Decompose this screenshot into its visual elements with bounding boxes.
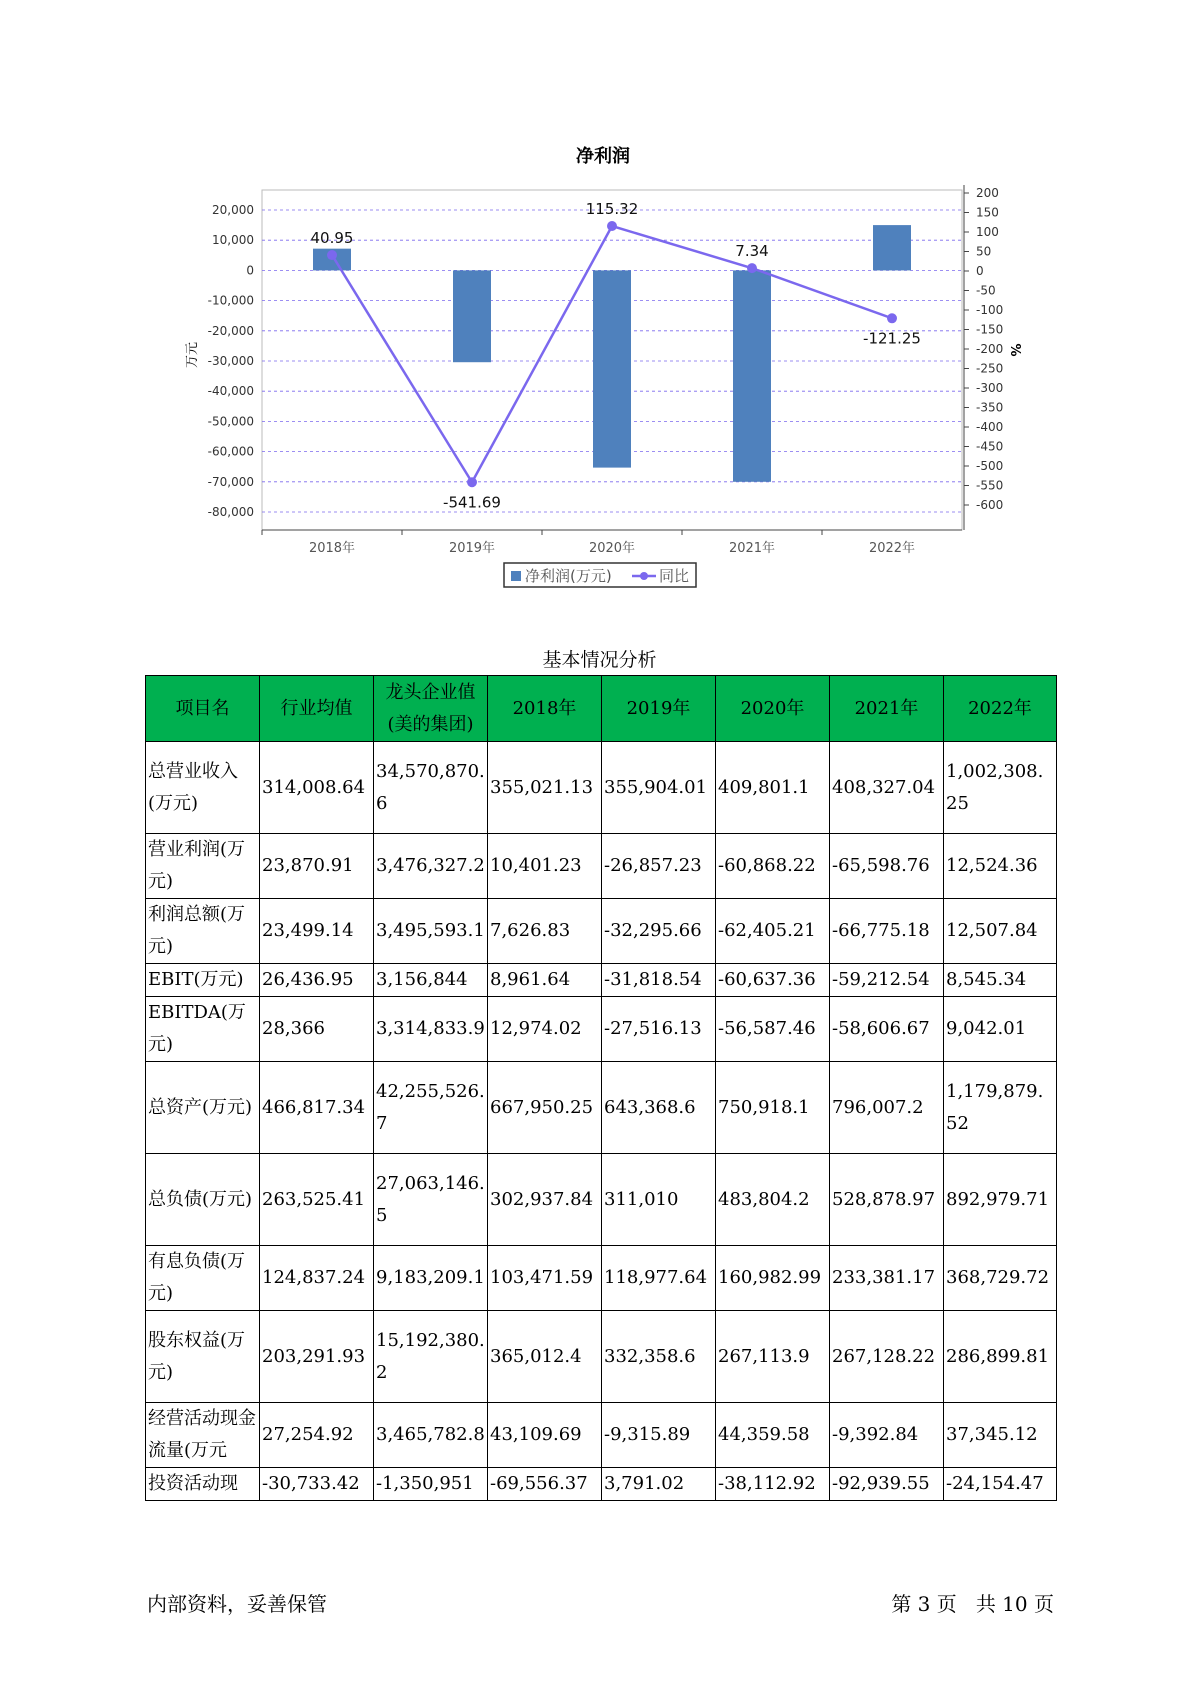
table-row (146, 742, 1057, 834)
bar (453, 270, 491, 362)
left-tick-label: -50,000 (207, 414, 254, 429)
right-tick-label: -50 (976, 283, 996, 298)
value-cell: -60,868.22 (716, 834, 830, 899)
table-row (146, 899, 1057, 964)
value-cell: -9,315.89 (602, 1403, 716, 1468)
value-cell: 409,801.1 (716, 742, 830, 834)
value-cell: -58,606.67 (830, 997, 944, 1062)
x-tick-label: 2021年 (728, 541, 776, 556)
bar (873, 225, 911, 270)
value-cell: 332,358.6 (602, 1311, 716, 1403)
yoy-data-label: -121.25 (863, 329, 921, 348)
value-cell: 408,327.04 (830, 742, 944, 834)
value-cell: 3,791.02 (602, 1468, 716, 1501)
value-cell: 15,192,380.2 (374, 1311, 488, 1403)
value-cell: -26,857.23 (602, 834, 716, 899)
table-row (146, 1403, 1057, 1468)
right-tick-label: 200 (976, 186, 999, 200)
right-tick-label: -500 (976, 459, 1004, 473)
value-cell: 643,368.6 (602, 1062, 716, 1154)
value-cell: 750,918.1 (716, 1062, 830, 1154)
value-cell: 34,570,870.6 (374, 742, 488, 834)
left-axis-label: 万元 (185, 341, 200, 369)
value-cell: 28,366 (260, 997, 374, 1062)
row-label-cell: 总负债(万元) (146, 1154, 260, 1246)
value-cell: 3,465,782.8 (374, 1403, 488, 1468)
chart-legend (504, 563, 696, 587)
value-cell: 528,878.97 (830, 1154, 944, 1246)
value-cell: 12,974.02 (488, 997, 602, 1062)
value-cell: -62,405.21 (716, 899, 830, 964)
yoy-point (467, 477, 477, 487)
value-cell: 892,979.71 (944, 1154, 1057, 1246)
value-cell: 27,063,146.5 (374, 1154, 488, 1246)
value-cell: 466,817.34 (260, 1062, 374, 1154)
table-row (146, 1468, 1057, 1501)
right-tick-label: 50 (976, 244, 992, 259)
header-cell: 2022年 (944, 676, 1057, 742)
left-tick-label: -80,000 (207, 505, 254, 519)
value-cell: 23,870.91 (260, 834, 374, 899)
right-tick-label: -200 (976, 342, 1004, 356)
value-cell: -65,598.76 (830, 834, 944, 899)
value-cell: 10,401.23 (488, 834, 602, 899)
value-cell: 314,008.64 (260, 742, 374, 834)
value-cell: 7,626.83 (488, 899, 602, 964)
header-cell: 行业均值 (260, 676, 374, 742)
legend-line-label: 同比 (659, 567, 690, 585)
value-cell: 1,179,879.52 (944, 1062, 1057, 1154)
footer-page-number: 第 3 页 共 10 页 (891, 1592, 1054, 1616)
analysis-table (145, 675, 1057, 1501)
header-cell: 2018年 (488, 676, 602, 742)
value-cell: -9,392.84 (830, 1403, 944, 1468)
row-label-cell: 总营业收入(万元) (146, 742, 260, 834)
bar (733, 270, 771, 481)
table-body (146, 742, 1057, 1501)
row-label-cell: 投资活动现 (146, 1468, 260, 1501)
table-row (146, 1311, 1057, 1403)
value-cell: 286,899.81 (944, 1311, 1057, 1403)
row-label-cell: 股东权益(万元) (146, 1311, 260, 1403)
left-tick-label: 10,000 (212, 233, 254, 248)
value-cell: -69,556.37 (488, 1468, 602, 1501)
value-cell: -38,112.92 (716, 1468, 830, 1501)
left-tick-label: -60,000 (207, 444, 254, 459)
value-cell: 12,524.36 (944, 834, 1057, 899)
row-label-cell: 经营活动现金流量(万元 (146, 1403, 260, 1468)
value-cell: 355,021.13 (488, 742, 602, 834)
row-label-cell: 营业利润(万元) (146, 834, 260, 899)
value-cell: 103,471.59 (488, 1246, 602, 1311)
value-cell: -66,775.18 (830, 899, 944, 964)
header-cell: 龙头企业值(美的集团) (374, 676, 488, 742)
value-cell: 44,359.58 (716, 1403, 830, 1468)
table-row (146, 1062, 1057, 1154)
right-tick-label: -550 (976, 478, 1004, 493)
x-tick-label: 2022年 (868, 541, 916, 556)
value-cell: 9,183,209.1 (374, 1246, 488, 1311)
net-profit-chart (0, 0, 1191, 620)
header-cell: 2021年 (830, 676, 944, 742)
chart-title: 净利润 (576, 146, 630, 167)
value-cell: 3,314,833.9 (374, 997, 488, 1062)
left-tick-label: 0 (246, 263, 254, 278)
value-cell: 1,002,308.25 (944, 742, 1057, 834)
yoy-point (607, 221, 617, 231)
right-tick-label: 150 (976, 205, 999, 220)
value-cell: -92,939.55 (830, 1468, 944, 1501)
value-cell: 365,012.4 (488, 1311, 602, 1403)
yoy-point (327, 250, 337, 260)
value-cell: 9,042.01 (944, 997, 1057, 1062)
value-cell: 160,982.99 (716, 1246, 830, 1311)
right-tick-label: -350 (976, 400, 1004, 415)
table-title: 基本情况分析 (542, 649, 657, 671)
value-cell: 667,950.25 (488, 1062, 602, 1154)
table-row (146, 964, 1057, 997)
value-cell: 26,436.95 (260, 964, 374, 997)
row-label-cell: 利润总额(万元) (146, 899, 260, 964)
header-item-name: 项目名 (146, 676, 260, 742)
value-cell: -30,733.42 (260, 1468, 374, 1501)
table-row (146, 834, 1057, 899)
left-tick-label: -70,000 (207, 474, 254, 489)
right-tick-label: 100 (976, 225, 999, 239)
right-axis-label: % (1007, 343, 1022, 357)
right-tick-label: -450 (976, 439, 1004, 454)
value-cell: 267,113.9 (716, 1311, 830, 1403)
yoy-point (887, 313, 897, 323)
legend-line-marker (640, 572, 648, 580)
left-tick-label: 20,000 (212, 203, 254, 217)
value-cell: 12,507.84 (944, 899, 1057, 964)
value-cell: 3,156,844 (374, 964, 488, 997)
value-cell: 8,961.64 (488, 964, 602, 997)
yoy-data-label: 115.32 (585, 200, 639, 219)
value-cell: 3,476,327.2 (374, 834, 488, 899)
value-cell: 203,291.93 (260, 1311, 374, 1403)
value-cell: 796,007.2 (830, 1062, 944, 1154)
row-label-cell: 有息负债(万元) (146, 1246, 260, 1311)
value-cell: 27,254.92 (260, 1403, 374, 1468)
right-tick-label: -600 (976, 498, 1004, 512)
bar (593, 270, 631, 467)
value-cell: 118,977.64 (602, 1246, 716, 1311)
value-cell: 3,495,593.1 (374, 899, 488, 964)
value-cell: 368,729.72 (944, 1246, 1057, 1311)
value-cell: 267,128.22 (830, 1311, 944, 1403)
value-cell: -32,295.66 (602, 899, 716, 964)
yoy-data-label: 7.34 (735, 242, 769, 261)
value-cell: 8,545.34 (944, 964, 1057, 997)
table-row (146, 997, 1057, 1062)
left-tick-label: -10,000 (207, 293, 254, 308)
left-tick-label: -30,000 (207, 354, 254, 368)
x-tick-label: 2018年 (308, 541, 356, 556)
header-cell: 2020年 (716, 676, 830, 742)
value-cell: 263,525.41 (260, 1154, 374, 1246)
legend-bar-swatch (511, 571, 521, 581)
yoy-data-label: -541.69 (443, 493, 501, 512)
value-cell: -56,587.46 (716, 997, 830, 1062)
value-cell: 42,255,526.7 (374, 1062, 488, 1154)
right-tick-label: -400 (976, 420, 1004, 434)
value-cell: 302,937.84 (488, 1154, 602, 1246)
value-cell: -24,154.47 (944, 1468, 1057, 1501)
legend-bar-label: 净利润(万元) (525, 567, 612, 585)
value-cell: 124,837.24 (260, 1246, 374, 1311)
x-tick-label: 2019年 (448, 541, 496, 556)
right-tick-label: 0 (976, 264, 984, 278)
value-cell: 355,904.01 (602, 742, 716, 834)
value-cell: 37,345.12 (944, 1403, 1057, 1468)
right-tick-label: -300 (976, 381, 1004, 395)
table-header-row (146, 676, 1057, 742)
header-cell: 2019年 (602, 676, 716, 742)
yoy-data-label: 40.95 (310, 229, 354, 248)
right-tick-label: -100 (976, 303, 1004, 317)
left-tick-label: -40,000 (207, 384, 254, 399)
value-cell: -27,516.13 (602, 997, 716, 1062)
value-cell: -60,637.36 (716, 964, 830, 997)
row-label-cell: 总资产(万元) (146, 1062, 260, 1154)
table-row (146, 1246, 1057, 1311)
right-tick-label: -250 (976, 361, 1004, 376)
row-label-cell: EBITDA(万元) (146, 997, 260, 1062)
value-cell: 43,109.69 (488, 1403, 602, 1468)
yoy-point (747, 263, 757, 273)
value-cell: 23,499.14 (260, 899, 374, 964)
right-tick-label: -150 (976, 322, 1004, 337)
left-tick-label: -20,000 (207, 323, 254, 338)
value-cell: 311,010 (602, 1154, 716, 1246)
x-tick-label: 2020年 (588, 541, 636, 556)
table-row (146, 1154, 1057, 1246)
value-cell: 233,381.17 (830, 1246, 944, 1311)
footer-confidential: 内部资料，妥善保管 (147, 1592, 327, 1616)
value-cell: -31,818.54 (602, 964, 716, 997)
value-cell: -1,350,951 (374, 1468, 488, 1501)
value-cell: 483,804.2 (716, 1154, 830, 1246)
row-label-cell: EBIT(万元) (146, 964, 260, 997)
value-cell: -59,212.54 (830, 964, 944, 997)
